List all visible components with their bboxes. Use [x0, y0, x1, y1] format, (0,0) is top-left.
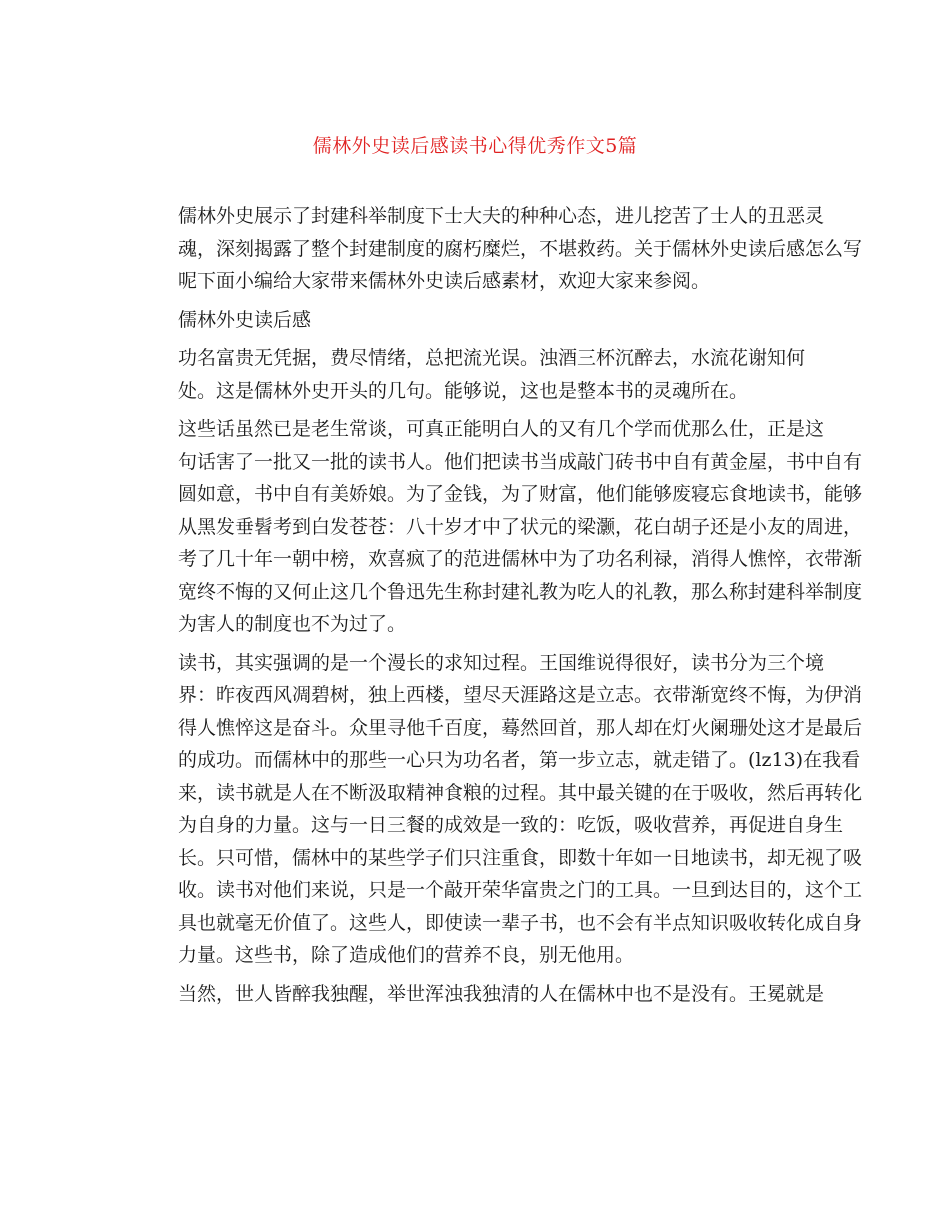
text-line: 功名富贵无凭据，费尽情绪，总把流光误。浊酒三杯沉醉去，水流花谢知何 [178, 347, 806, 369]
document-body [140, 200, 863, 1016]
text-line: 呢下面小编给大家带来儒林外史读后感素材，欢迎大家来参阅。 [178, 270, 711, 292]
text-line: 收。读书对他们来说，只是一个敲开荣华富贵之门的工具。一旦到达目的，这个工 [178, 879, 863, 901]
text-line: 圆如意，书中自有美娇娘。为了金钱，为了财富，他们能够废寝忘食地读书，能够 [178, 483, 863, 505]
text-line: 这些话虽然已是老生常谈，可真正能明白人的又有几个学而优那么仕，正是这 [178, 418, 825, 440]
text-line: 儒林外史展示了封建科举制度下士大夫的种种心态，进儿挖苦了士人的丑恶灵 [178, 205, 825, 227]
paragraph [140, 978, 825, 1011]
text-line: 力量。这些书，除了造成他们的营养不良，别无他用。 [178, 944, 635, 966]
text-line: 具也就毫无价值了。这些人，即使读一辈子书，也不会有半点知识吸收转化成自身 [178, 911, 863, 934]
text-line: 宽终不悔的又何止这几个鲁迅先生称封建礼教为吃人的礼教，那么称封建科举制度 [178, 580, 863, 603]
text-line: 从黑发垂髫考到白发苍苍：八十岁才中了状元的梁灏，花白胡子还是小友的周进， [178, 515, 863, 538]
text-line: 句话害了一批又一批的读书人。他们把读书当成敲门砖书中自有黄金屋，书中自有 [178, 450, 863, 473]
text-line: 当然，世人皆醉我独醒，举世浑浊我独清的人在儒林中也不是没有。王冕就是 [178, 982, 825, 1005]
text-line: 来，读书就是人在不断汲取精神食粮的过程。其中最关键的在于吸收，然后再转化 [178, 781, 863, 804]
text-line: 界：昨夜西风凋碧树，独上西楼，望尽天涯路这是立志。衣带渐宽终不悔，为伊消 [178, 684, 863, 706]
text-line: 得人憔悴这是奋斗。众里寻他千百度，蓦然回首，那人却在灯火阑珊处这才是最后 [178, 716, 863, 739]
document-title: 儒林外史读后感读书心得优秀作文5篇 [312, 135, 638, 157]
paragraph [140, 200, 863, 298]
text-line: 读书，其实强调的是一个漫长的求知过程。王国维说得很好，读书分为三个境 [178, 651, 825, 674]
text-line: 为害人的制度也不为过了。 [178, 613, 407, 635]
text-line: 儒林外史读后感 [178, 308, 312, 331]
text-line: 长。只可惜，儒林中的某些学子们只注重食，即数十年如一日地读书，却无视了吸 [178, 846, 863, 869]
paragraph [140, 647, 863, 972]
paragraph [140, 342, 812, 407]
text-line: 魂，深刻揭露了整个封建制度的腐朽糜烂，不堪救药。关于儒林外史读后感怎么写 [178, 237, 863, 260]
paragraph [140, 304, 812, 337]
text-line: 处。这是儒林外史开头的几句。能够说，这也是整本书的灵魂所在。 [178, 379, 749, 402]
text-line: 的成功。而儒林中的那些一心只为功名者，第一步立志，就走错了。(lz13)在我看 [178, 749, 861, 771]
text-line: 考了几十年一朝中榜，欢喜疯了的范进儒林中为了功名利禄，消得人憔悴，衣带渐 [178, 548, 863, 570]
text-line: 为自身的力量。这与一日三餐的成效是一致的：吃饭，吸收营养，再促进自身生 [178, 814, 844, 836]
paragraph [140, 413, 863, 641]
